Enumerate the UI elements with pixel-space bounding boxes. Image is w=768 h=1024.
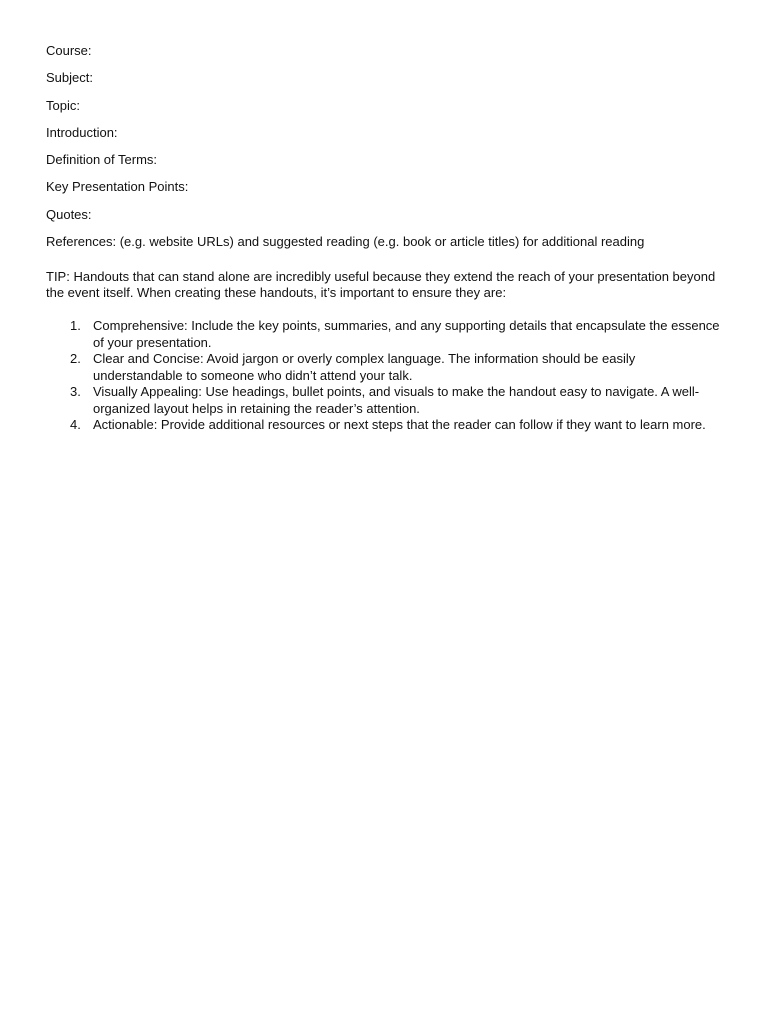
list-item-text: Comprehensive: Include the key points, summaries, and any supporting details that encapsulate the essence of your presentation. (93, 318, 720, 350)
list-item-number: 3. (70, 384, 81, 400)
list-item-number: 1. (70, 318, 81, 334)
subject-field-label: Subject: (46, 70, 93, 86)
course-field-label: Course: (46, 43, 92, 58)
list-item (46, 318, 726, 351)
list-item-text: Visually Appealing: Use headings, bullet points, and visuals to make the handout easy to navigate. A well-organized layout helps in retaining the reader’s attention. (93, 384, 700, 416)
list-item-number: 2. (70, 351, 81, 367)
introduction-field-label: Introduction: (46, 124, 118, 140)
list-item (46, 384, 726, 417)
list-item-text: Actionable: Provide additional resources or next steps that the reader can follow if they want to learn more. (93, 417, 706, 433)
references-field-label: References: (e.g. website URLs) and suggested reading (e.g. book or article titles) for additional reading (46, 234, 645, 250)
list-item-text: Clear and Concise: Avoid jargon or overly complex language. The information should be easily understandable to someone who didn’t attend your talk. (93, 351, 636, 383)
definition-of-terms-field-label: Definition of Terms: (46, 152, 158, 168)
list-item-number: 4. (70, 417, 81, 433)
list-item (46, 351, 726, 384)
topic-field-label: Topic: (46, 97, 80, 113)
tip-paragraph: TIP: Handouts that can stand alone are incredibly useful because they extend the reach of your presentation beyond the event itself. When creating these handouts, it’s important to ensure they are: (46, 269, 716, 301)
quotes-field-label: Quotes: (46, 206, 92, 222)
handout-qualities-list (46, 318, 726, 434)
key-presentation-points-field-label: Key Presentation Points: (46, 179, 189, 195)
list-item (46, 417, 726, 434)
document-page (46, 42, 726, 434)
